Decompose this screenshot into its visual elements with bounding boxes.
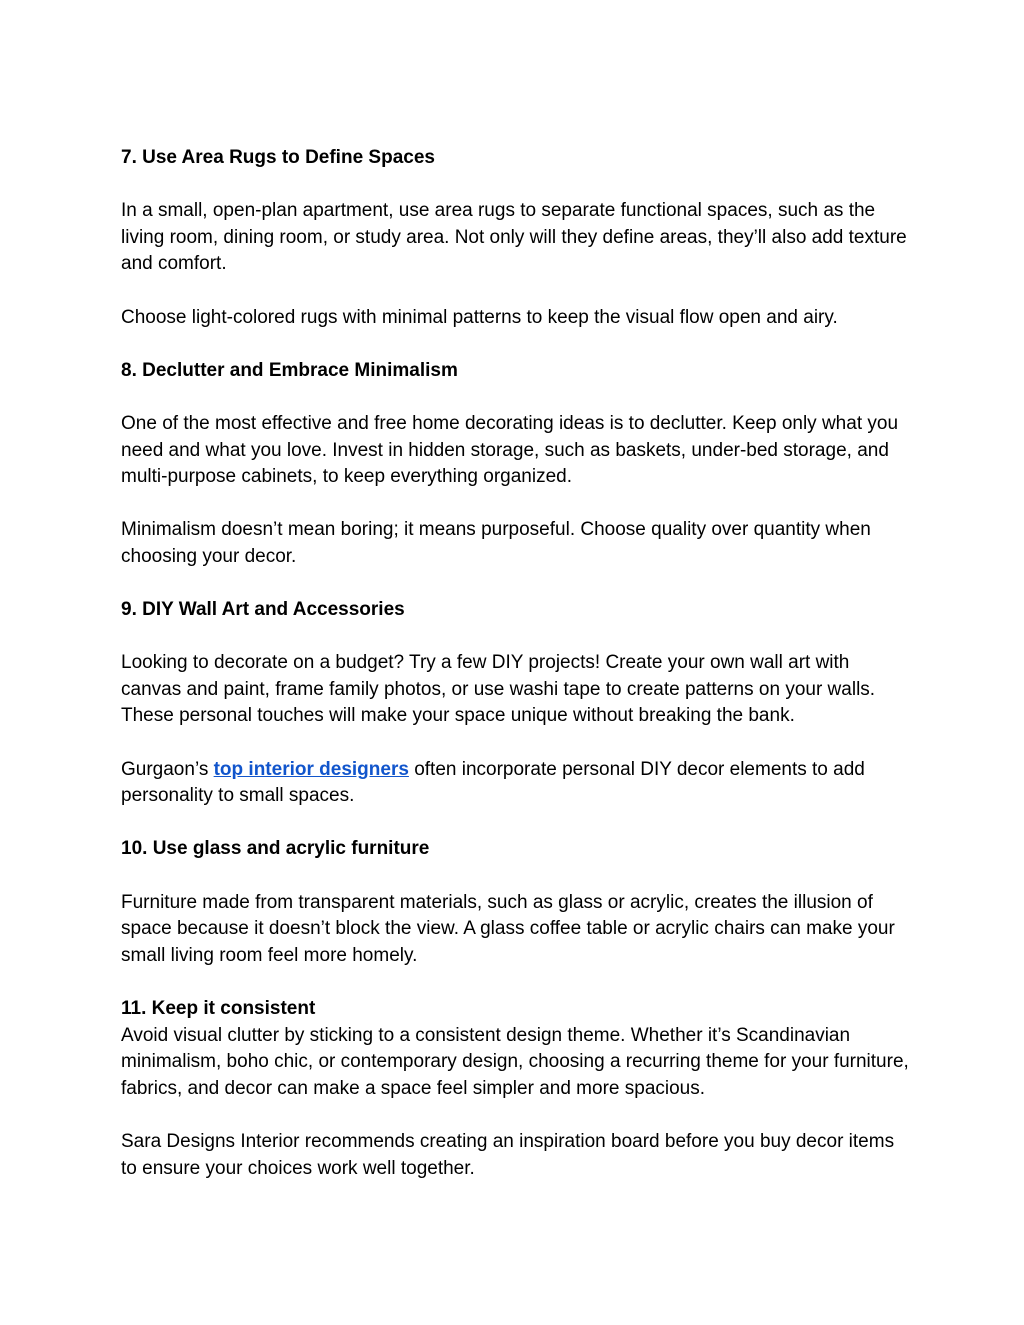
section-11-paragraph-1: Avoid visual clutter by sticking to a consistent design theme. Whether it’s Scandinavian minimalism, boho chic, or contemporary design, choosing a recurring theme for your furniture, fabrics, and decor can make a space feel simpler and more spacious.: [121, 1024, 909, 1099]
section-9-paragraph-2-tail: often incorporate personal DIY decor elements to add personality to small spaces.: [121, 758, 865, 807]
spacer: [121, 863, 911, 890]
section-8-paragraph-1: One of the most effective and free home decorating ideas is to declutter. Keep only what you need and what you love. Invest in hidden storage, such as baskets, under-bed storage, and multi-purpose cabinets, to keep everything organized.: [121, 412, 899, 488]
section-9-heading: 9. DIY Wall Art and Accessories: [121, 599, 405, 621]
spacer: [121, 624, 911, 651]
section-7-paragraph-1: In a small, open-plan apartment, use area rugs to separate functional spaces, such as the living room, dining room, or study area. Not only will they define areas, they’ll also add texture and comfort.: [121, 200, 907, 275]
section-7-heading: 7. Use Area Rugs to Define Spaces: [121, 147, 435, 168]
section-9-paragraph-1: Looking to decorate on a budget? Try a few DIY projects! Create your own wall art with canvas and paint, frame family photos, or use washi tape to create patterns on your walls. These personal touches will make your space unique without breaking the bank.: [121, 652, 876, 727]
spacer: [121, 491, 911, 518]
spacer: [121, 1102, 911, 1129]
spacer: [121, 730, 911, 757]
section-8-heading: 8. Declutter and Embrace Minimalism: [121, 359, 458, 381]
section-10-heading: 10. Use glass and acrylic furniture: [121, 838, 430, 860]
section-7-paragraph-2: Choose light-colored rugs with minimal patterns to keep the visual flow open and airy.: [121, 306, 838, 328]
section-9-paragraph-2-lead: Gurgaon’s: [121, 758, 214, 780]
spacer: [121, 969, 911, 996]
document-page: [121, 145, 911, 1182]
section-11-heading: 11. Keep it consistent: [121, 998, 316, 1019]
section-10-paragraph-1: Furniture made from transparent materials, such as glass or acrylic, creates the illusion of space because it doesn’t block the view. A glass coffee table or acrylic chairs can make your small living room feel more homely.: [121, 891, 895, 966]
spacer: [121, 810, 911, 837]
section-9-paragraph-2: [121, 757, 911, 810]
section-8-paragraph-2: Minimalism doesn’t mean boring; it means purposeful. Choose quality over quantity when choosing your decor.: [121, 519, 871, 567]
top-interior-designers-link[interactable]: top interior designers: [213, 758, 409, 780]
spacer: [121, 172, 911, 199]
spacer: [121, 331, 911, 358]
spacer: [121, 571, 911, 598]
section-11-paragraph-2: Sara Designs Interior recommends creating an inspiration board before you buy decor items to ensure your choices work well together.: [121, 1130, 895, 1179]
spacer: [121, 384, 911, 411]
spacer: [121, 278, 911, 305]
